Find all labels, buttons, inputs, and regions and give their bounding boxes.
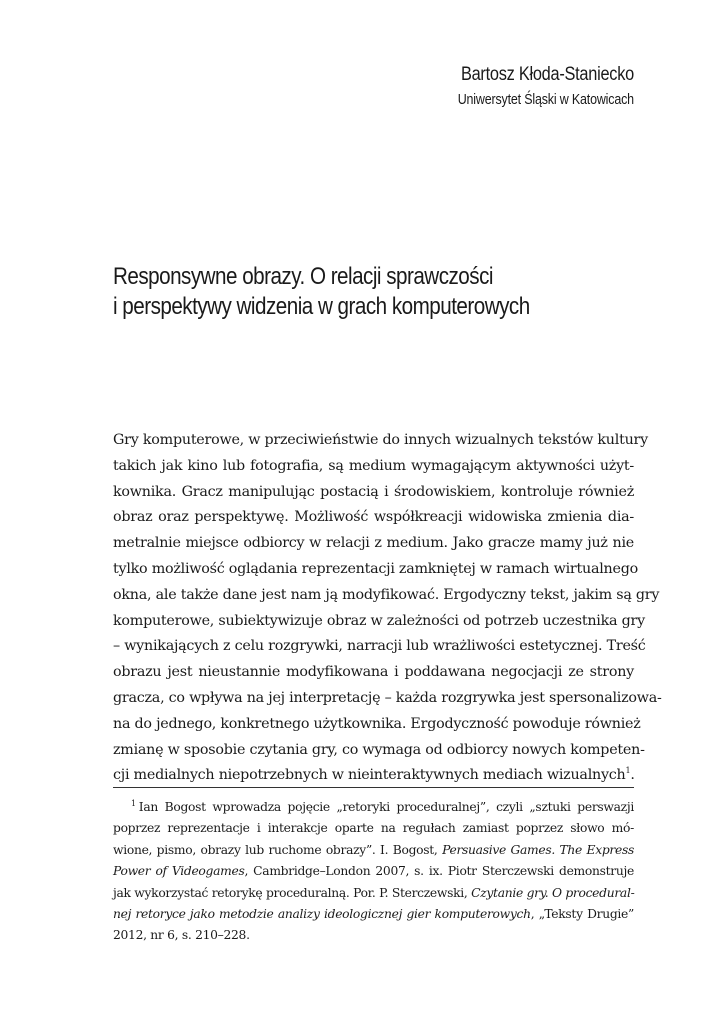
footnote-text: jak wykorzystać retorykę proceduralną. Por. P. Sterczewski, [113, 885, 468, 900]
body-line: – wynikających z celu rozgrywki, narracji lub wrażliwości estetycznej. Treść [113, 638, 646, 655]
footnote-reference[interactable]: 1 [625, 766, 631, 776]
footnote-text: wione, pismo, obrazy lub ruchome obrazy”. I. Bogost, [113, 842, 438, 857]
body-line: obraz oraz perspektywę. Możliwość współkreacji widowiska zmienia dia- [113, 509, 634, 526]
footnote-text: , „Teksty Drugie” [530, 907, 634, 922]
title-line: i perspektywy widzenia w grach komputerowych [113, 293, 530, 320]
footnote-line: 2012, nr 6, s. 210–228. [113, 928, 250, 943]
footnote-book-title: Persuasive Games. The Express [442, 842, 634, 857]
footnote-book-title: Power of Videogames [113, 864, 245, 879]
body-last-punct: . [630, 767, 635, 784]
body-line: okna, ale także dane jest nam ją modyfikować. Ergodyczny tekst, jakim są gry [113, 586, 660, 603]
footnote-divider [113, 787, 634, 788]
footnote-line [113, 904, 634, 925]
author-affiliation: Uniwersytet Śląski w Katowicach [457, 92, 634, 108]
body-line: takich jak kino lub fotografia, są medium wymagającym aktywności użyt- [113, 457, 634, 474]
title-line: Responsywne obrazy. O relacji sprawczości [113, 263, 493, 290]
body-line: gracza, co wpływa na jej interpretację – każda rozgrywka jest spersonalizowa- [113, 689, 662, 706]
body-line: obrazu jest nieustannie modyfikowana i poddawana negocjacji ze strony [113, 664, 634, 681]
body-line: Gry komputerowe, w przeciwieństwie do innych wizualnych tekstów kultury [113, 432, 648, 448]
footnote-text: , Cambridge–London 2007, s. ix. Piotr Sterczewski demonstruje [244, 864, 634, 879]
footnote-line [113, 840, 634, 861]
author-block [429, 62, 634, 110]
footnote-text: Ian Bogost wprowadza pojęcie „retoryki proceduralnej”, czyli „sztuki perswazji [138, 800, 634, 814]
body-line: komputerowe, subiektywizuje obraz w zależności od potrzeb uczestnika gry [113, 612, 645, 629]
footnote-article-title: nej retoryce jako metodzie analizy ideologicznej gier komputerowych [113, 907, 531, 922]
body-line: metralnie miejsce odbiorcy w relacji z medium. Jako gracze mamy już nie [113, 535, 634, 552]
footnote-article-title: Czytanie gry. O procedural- [471, 885, 635, 900]
footnote-mark: 1 [131, 798, 136, 808]
body-line-last [113, 763, 634, 789]
body-last-text: cji medialnych niepotrzebnych w nieinteraktywnych mediach wizualnych [113, 767, 626, 784]
body-line: tylko możliwość oglądania reprezentacji zamkniętej w ramach wirtualnego [113, 560, 638, 577]
article-title [113, 262, 560, 322]
footnote-line [113, 883, 634, 904]
footnote-line: poprzez reprezentacje i interakcje oparte na regułach zamiast poprzez słowo mó- [113, 821, 634, 836]
author-name: Bartosz Kłoda-Staniecko [461, 64, 634, 85]
body-line: zmianę w sposobie czytania gry, co wymaga od odbiorcy nowych kompeten- [113, 741, 645, 758]
footnote-line [113, 861, 634, 882]
body-paragraph [113, 428, 662, 789]
body-line: na do jednego, konkretnego użytkownika. Ergodyczność powoduje również [113, 715, 641, 732]
body-line: kownika. Gracz manipulując postacią i środowiskiem, kontroluje również [113, 483, 634, 500]
footnote-line [113, 797, 634, 818]
footnote [113, 797, 634, 947]
